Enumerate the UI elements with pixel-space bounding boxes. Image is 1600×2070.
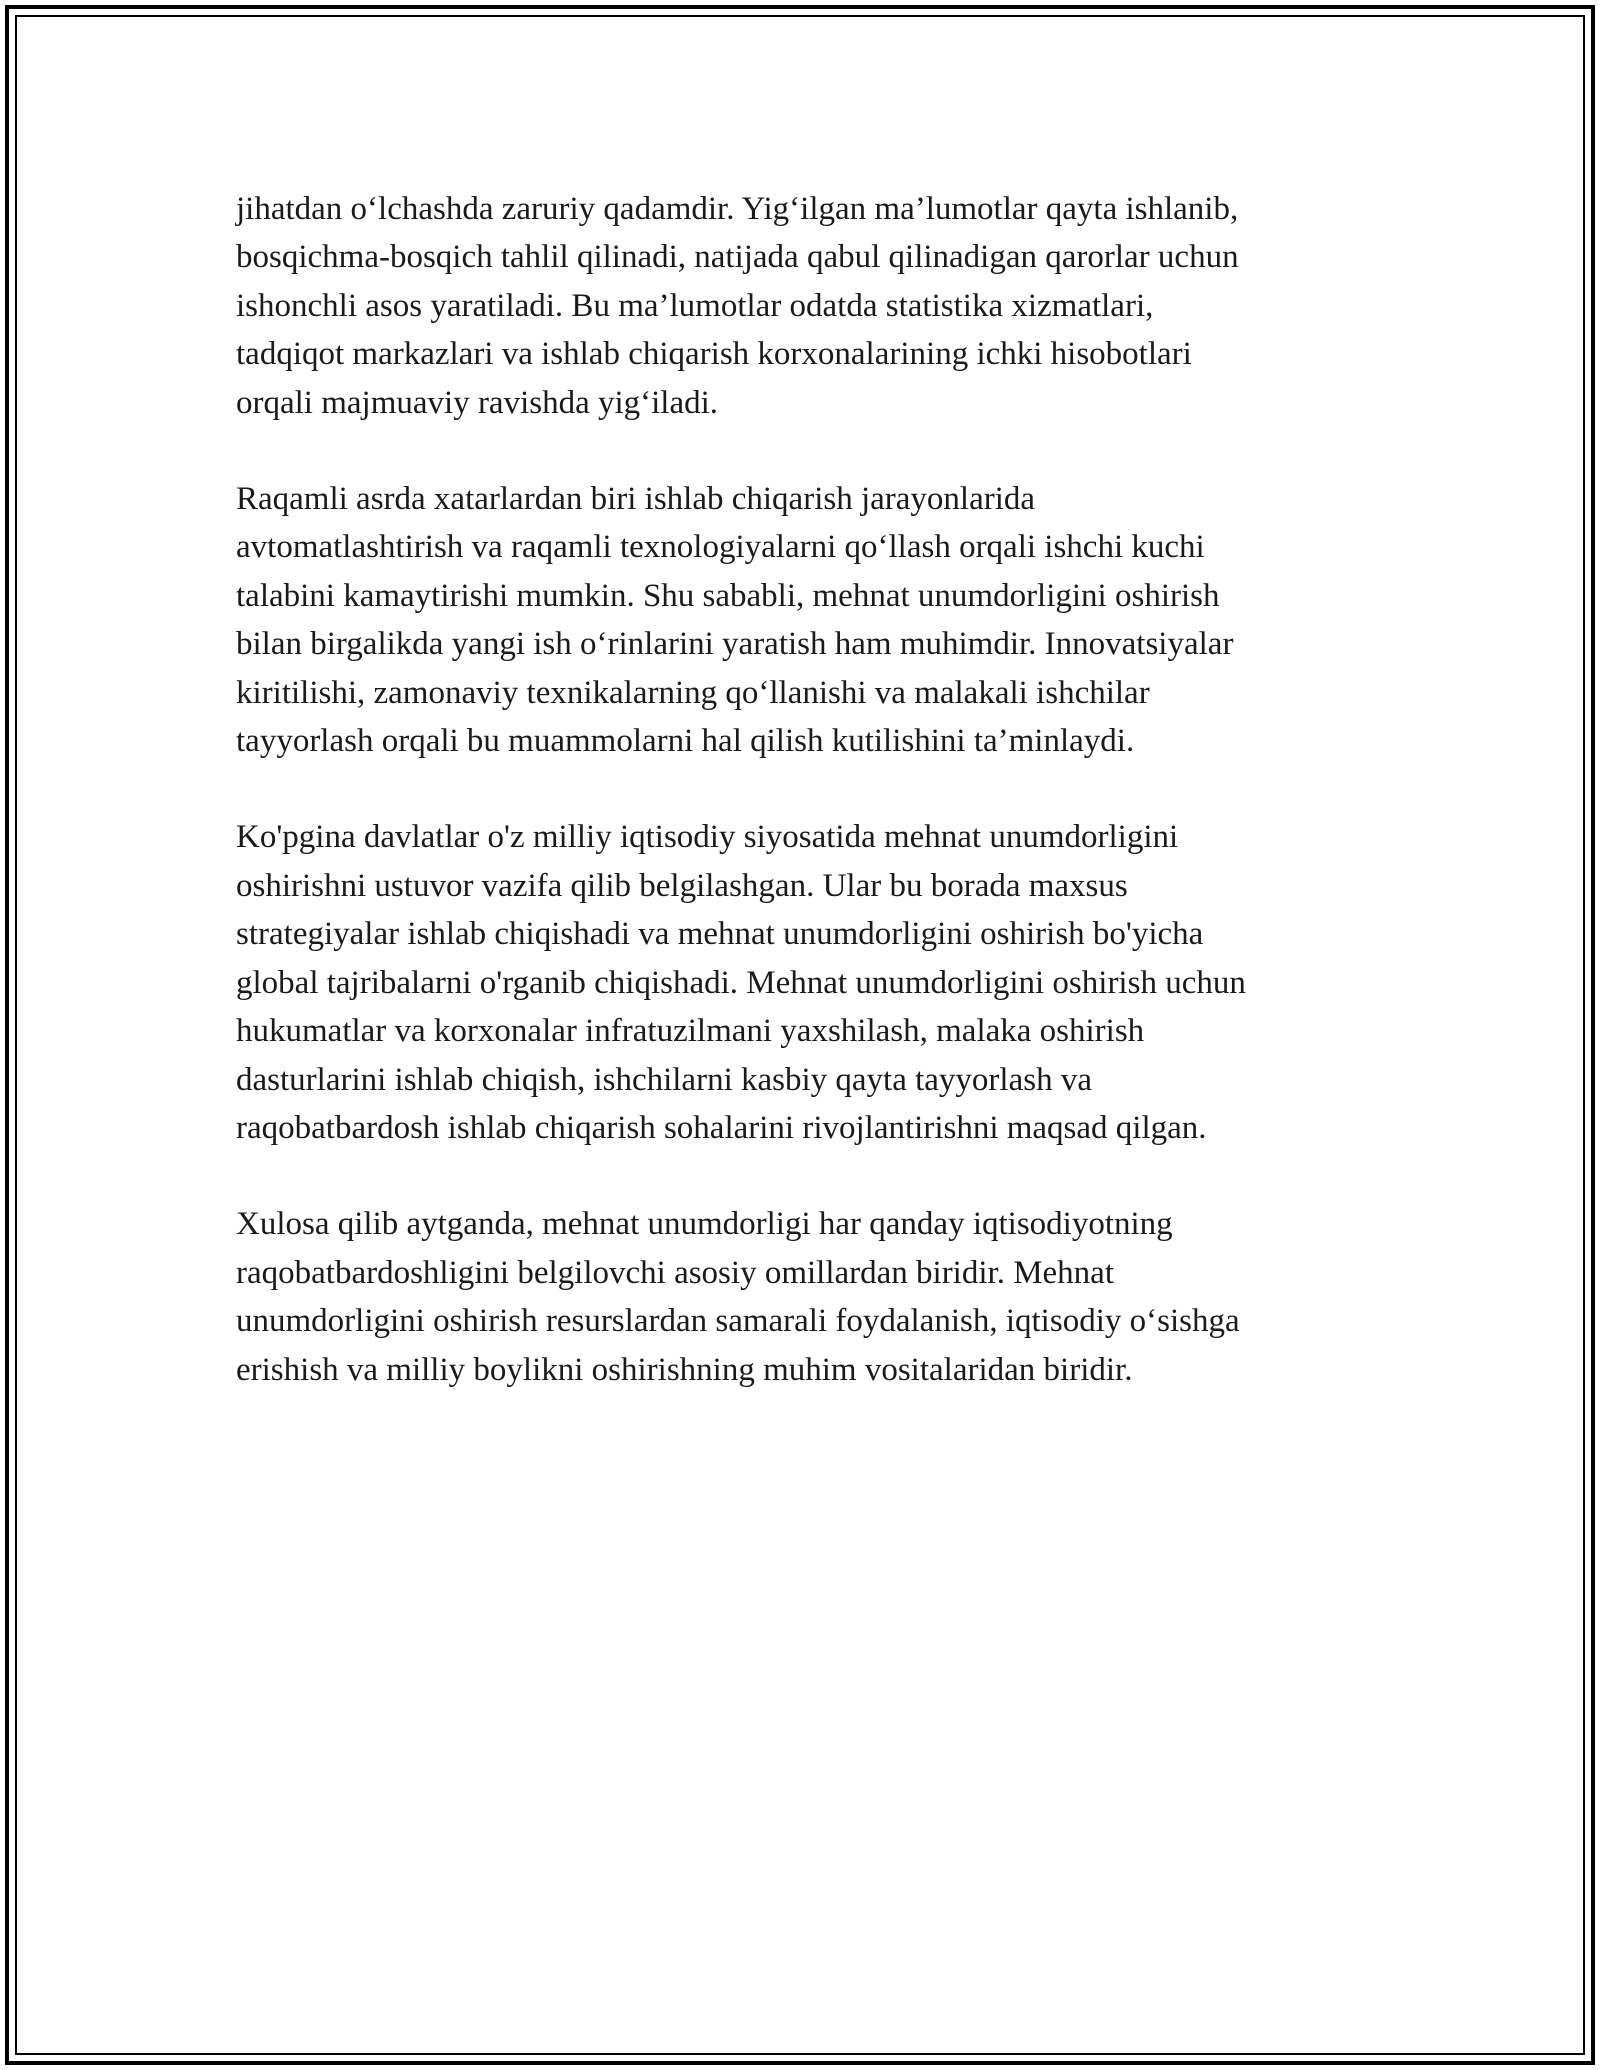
text-line: avtomatlashtirish va raqamli texnologiyalarni qo‘llash orqali ishchi kuchi [236,529,1205,566]
text-line: dasturlarini ishlab chiqish, ishchilarni kasbiy qayta tayyorlash va [236,1061,1092,1098]
paragraph-4 [236,1200,1386,1394]
paragraph-3 [236,813,1386,1152]
text-line: erishish va milliy boylikni oshirishning muhim vositalaridan biridir. [236,1351,1133,1388]
text-line: raqobatbardoshligini belgilovchi asosiy omillardan biridir. Mehnat [236,1254,1114,1291]
text-line: strategiyalar ishlab chiqishadi va mehnat unumdorligini oshirish bo'yicha [236,916,1204,953]
text-line: bosqichma-bosqich tahlil qilinadi, natijada qabul qilinadigan qarorlar uchun [236,239,1239,276]
text-line: ishonchli asos yaratiladi. Bu ma’lumotlar odatda statistika xizmatlari, [236,287,1154,324]
text-line: unumdorligini oshirish resurslardan samarali foydalanish, iqtisodiy o‘sishga [236,1303,1240,1340]
paragraph-2 [236,475,1386,765]
text-line: Ko'pgina davlatlar o'z milliy iqtisodiy siyosatida mehnat unumdorligini [236,819,1179,856]
text-line: hukumatlar va korxonalar infratuzilmani yaxshilash, malaka oshirish [236,1013,1145,1050]
text-line: kiritilishi, zamonaviy texnikalarning qo‘llanishi va malakali ishchilar [236,674,1150,711]
document-body [236,185,1386,1442]
text-line: global tajribalarni o'rganib chiqishadi. Mehnat unumdorligini oshirish uchun [236,964,1246,1001]
text-line: tadqiqot markazlari va ishlab chiqarish korxonalarining ichki hisobotlari [236,336,1192,373]
paragraph-1 [236,185,1386,427]
text-line: Xulosa qilib aytganda, mehnat unumdorligi har qanday iqtisodiyotning [236,1206,1173,1243]
text-line: jihatdan o‘lchashda zaruriy qadamdir. Yig‘ilgan ma’lumotlar qayta ishlanib, [236,191,1239,227]
text-line: talabini kamaytirishi mumkin. Shu sababli, mehnat unumdorligini oshirish [236,577,1220,614]
text-line: oshirishni ustuvor vazifa qilib belgilashgan. Ular bu borada maxsus [236,867,1128,904]
text-line: Raqamli asrda xatarlardan biri ishlab chiqarish jarayonlarida [236,481,1036,518]
text-line: orqali majmuaviy ravishda yig‘iladi. [236,384,719,421]
text-line: raqobatbardosh ishlab chiqarish sohalarini rivojlantirishni maqsad qilgan. [236,1109,1207,1146]
text-line: tayyorlash orqali bu muammolarni hal qilish kutilishini ta’minlaydi. [236,723,1135,760]
text-line: bilan birgalikda yangi ish o‘rinlarini yaratish ham muhimdir. Innovatsiyalar [236,626,1234,663]
